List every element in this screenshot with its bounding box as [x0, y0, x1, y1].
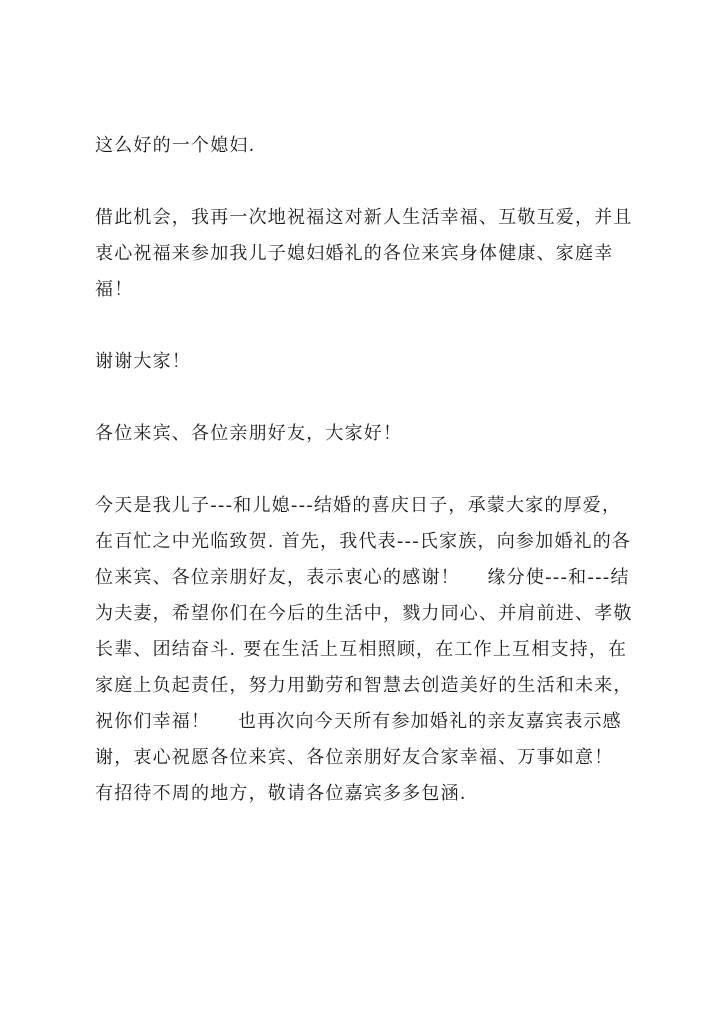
paragraph-blessing: 借此机会，我再一次地祝福这对新人生活幸福、互敬互爱，并且衷心祝福来参加我儿子媳妇婚礼的各位来宾身体健康、家庭幸福！	[95, 207, 633, 300]
paragraph-main-speech: 今天是我儿子---和儿媳---结婚的喜庆日子，承蒙大家的厚爱，在百忙之中光临致贺. 首先，我代表---氏家族，向参加婚礼的各位来宾、各位亲朋好友，表示衷心的感谢！ 缘分使---和---结为夫妻，希望你们在今后的生活中，戮力同心、并肩前进、孝敬长辈、团结奋斗. 要在生活上互相照顾，在工作上互相支持，在家庭上负起责任，努力用勤劳和智慧去创造美好的生活和未来，祝你们幸福！ 也再次向今天所有参加婚礼的亲友嘉宾表示感谢，衷心祝愿各位来宾、各位亲朋好友合家幸福、万事如意！ 有招待不周的地方，敬请各位嘉宾多多包涵.	[95, 495, 642, 804]
paragraph-greeting: 各位来宾、各位亲朋好友，大家好！	[95, 423, 403, 444]
paragraph-closing-remark: 这么好的一个媳妇.	[95, 135, 256, 156]
document-body	[95, 128, 640, 812]
paragraph-thanks: 谢谢大家！	[95, 351, 191, 372]
